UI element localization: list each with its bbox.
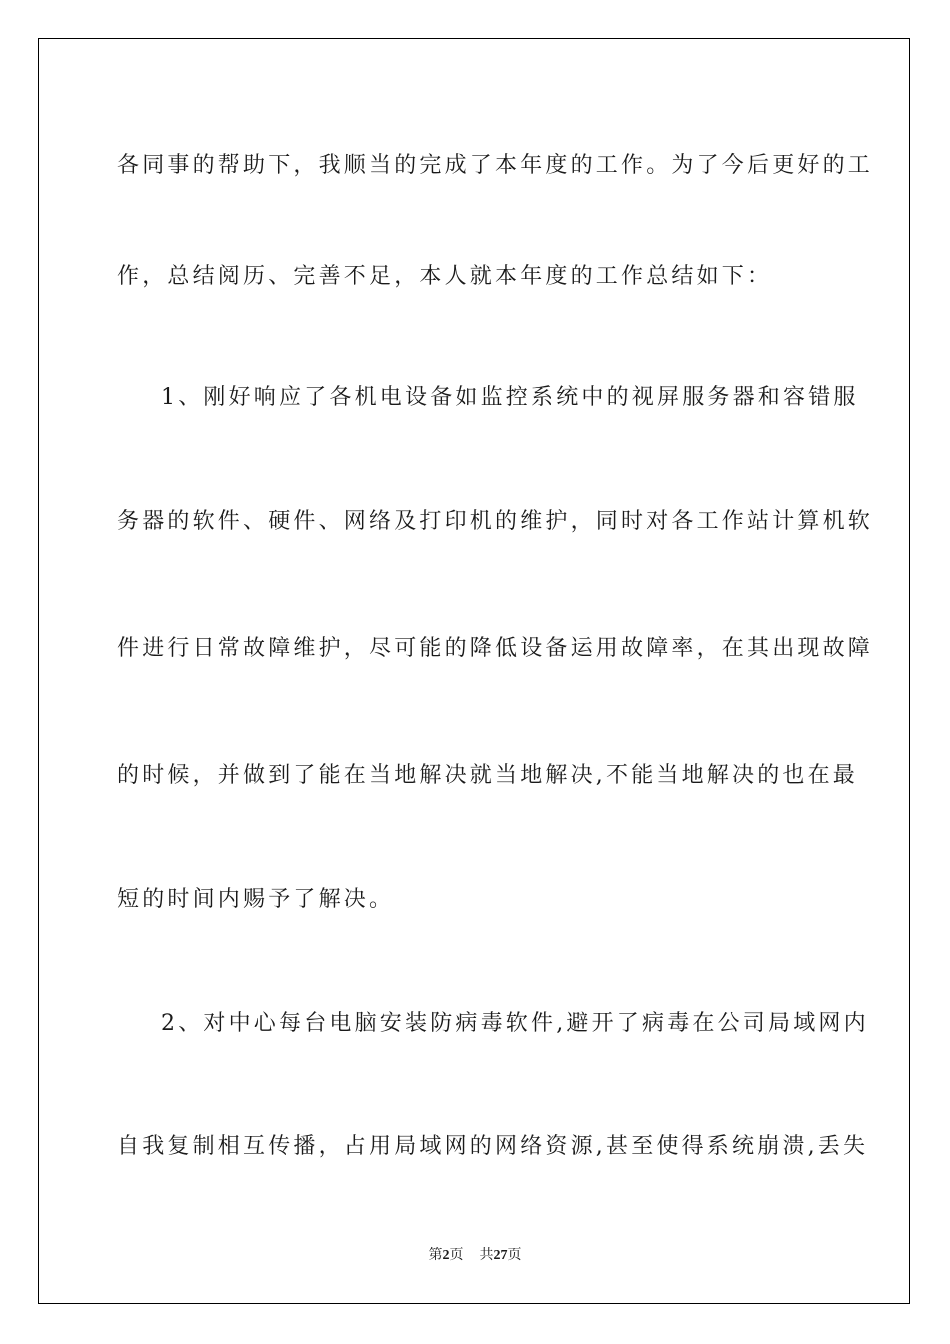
- text-line-4: 务器的软件、硬件、网络及打印机的维护，同时对各工作站计算机软: [117, 509, 874, 534]
- text-line-3: 1、刚好响应了各机电设备如监控系统中的视屏服务器和容错服: [161, 385, 859, 410]
- total-prefix: 共: [479, 1248, 494, 1263]
- page-suffix: 页: [449, 1248, 464, 1263]
- page-number: 2: [442, 1248, 450, 1263]
- page-footer: [39, 1247, 911, 1265]
- total-suffix: 页: [507, 1248, 522, 1263]
- text-line-1: 各同事的帮助下，我顺当的完成了本年度的工作。为了今后更好的工: [117, 153, 874, 178]
- page-frame: [38, 38, 910, 1304]
- text-line-2: 作，总结阅历、完善不足，本人就本年度的工作总结如下：: [117, 264, 773, 289]
- text-line-6: 的时候，并做到了能在当地解决就当地解决,不能当地解决的也在最: [117, 763, 858, 788]
- text-line-9: 自我复制相互传播，占用局域网的网络资源,甚至使得系统崩溃,丢失: [117, 1134, 869, 1159]
- text-line-7: 短的时间内赐予了解决。: [117, 887, 395, 912]
- text-line-8: 2、对中心每台电脑安装防病毒软件,避开了病毒在公司局域网内: [161, 1011, 869, 1036]
- total-pages: 27: [493, 1248, 508, 1263]
- text-line-5: 件进行日常故障维护，尽可能的降低设备运用故障率，在其出现故障: [117, 636, 874, 661]
- page-prefix: 第: [428, 1248, 443, 1263]
